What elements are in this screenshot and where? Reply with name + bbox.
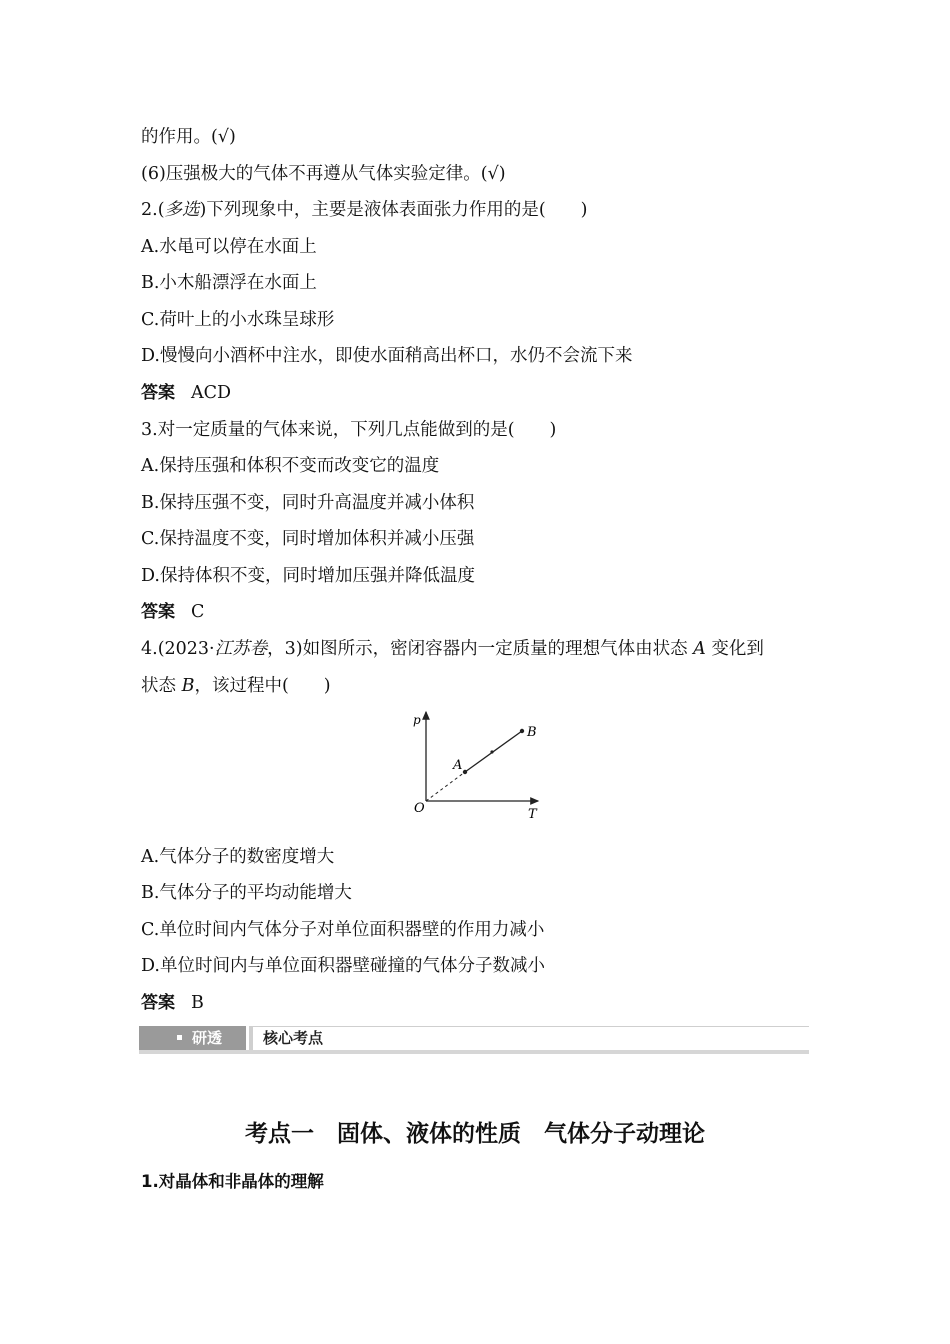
- option-b: B.保持压强不变，同时升高温度并减小体积: [141, 493, 475, 513]
- point-b-label: B: [527, 725, 537, 740]
- banner-right-label: 核心考点: [263, 1029, 324, 1047]
- extension-line: [426, 772, 465, 801]
- point-b: [520, 729, 524, 733]
- banner-left-tab: 研透: [139, 1026, 246, 1050]
- origin-label: O: [414, 801, 425, 816]
- banner-divider: [249, 1026, 253, 1050]
- answer-value: C: [191, 602, 205, 622]
- mid-point: [490, 750, 493, 753]
- p-axis-label: p: [413, 713, 421, 727]
- question-tag: 江苏卷: [214, 639, 268, 659]
- option-b: B.小木船漂浮在水面上: [141, 273, 317, 293]
- answer-label: 答案: [141, 993, 175, 1013]
- answer-value: B: [191, 993, 204, 1013]
- banner-underline: [139, 1050, 809, 1054]
- text-line: (6)压强极大的气体不再遵从气体实验定律。(√): [141, 164, 506, 184]
- option-d: D.单位时间内与单位面积器壁碰撞的气体分子数减小: [141, 956, 545, 976]
- answer-row: [141, 991, 204, 1015]
- option-a: A.气体分子的数密度增大: [141, 847, 335, 867]
- option-c: C.保持温度不变，同时增加体积并减小压强: [141, 529, 475, 549]
- section-banner: [139, 1026, 809, 1054]
- subheading: 1.对晶体和非晶体的理解: [141, 1172, 324, 1191]
- option-c: C.单位时间内气体分子对单位面积器壁的作用力减小: [141, 920, 545, 940]
- question-3: 3.对一定质量的气体来说，下列几点能做到的是( ): [141, 420, 557, 440]
- question-2: 2.(多选)下列现象中，主要是液体表面张力作用的是( ): [141, 200, 588, 220]
- question-tag: 多选: [164, 200, 200, 220]
- banner-topline: [253, 1026, 809, 1027]
- option-b: B.气体分子的平均动能增大: [141, 883, 352, 903]
- t-axis-label: T: [528, 807, 537, 822]
- answer-label: 答案: [141, 602, 175, 622]
- option-a: A.保持压强和体积不变而改变它的温度: [141, 456, 440, 476]
- point-a: [463, 770, 467, 774]
- question-4: 4.(2023·江苏卷，3)如图所示，密闭容器内一定质量的理想气体由状态 A 变化到: [141, 639, 764, 659]
- point-a-label: A: [453, 758, 463, 773]
- square-bullet-icon: [177, 1035, 182, 1040]
- answer-label: 答案: [141, 383, 175, 403]
- p-t-graph: [400, 705, 550, 825]
- text-line: 的作用。(√): [141, 127, 236, 147]
- answer-value: ACD: [191, 383, 232, 403]
- answer-row: [141, 600, 204, 624]
- answer-row: [141, 381, 231, 405]
- option-d: D.慢慢向小酒杯中注水，即使水面稍高出杯口，水仍不会流下来: [141, 346, 633, 366]
- option-d: D.保持体积不变，同时增加压强并降低温度: [141, 566, 475, 586]
- option-a: A.水黾可以停在水面上: [141, 237, 317, 257]
- question-4-line-2: 状态 B，该过程中( ): [141, 676, 331, 696]
- option-c: C.荷叶上的小水珠呈球形: [141, 310, 335, 330]
- section-title: 考点一 固体、液体的性质 气体分子动理论: [245, 1121, 705, 1147]
